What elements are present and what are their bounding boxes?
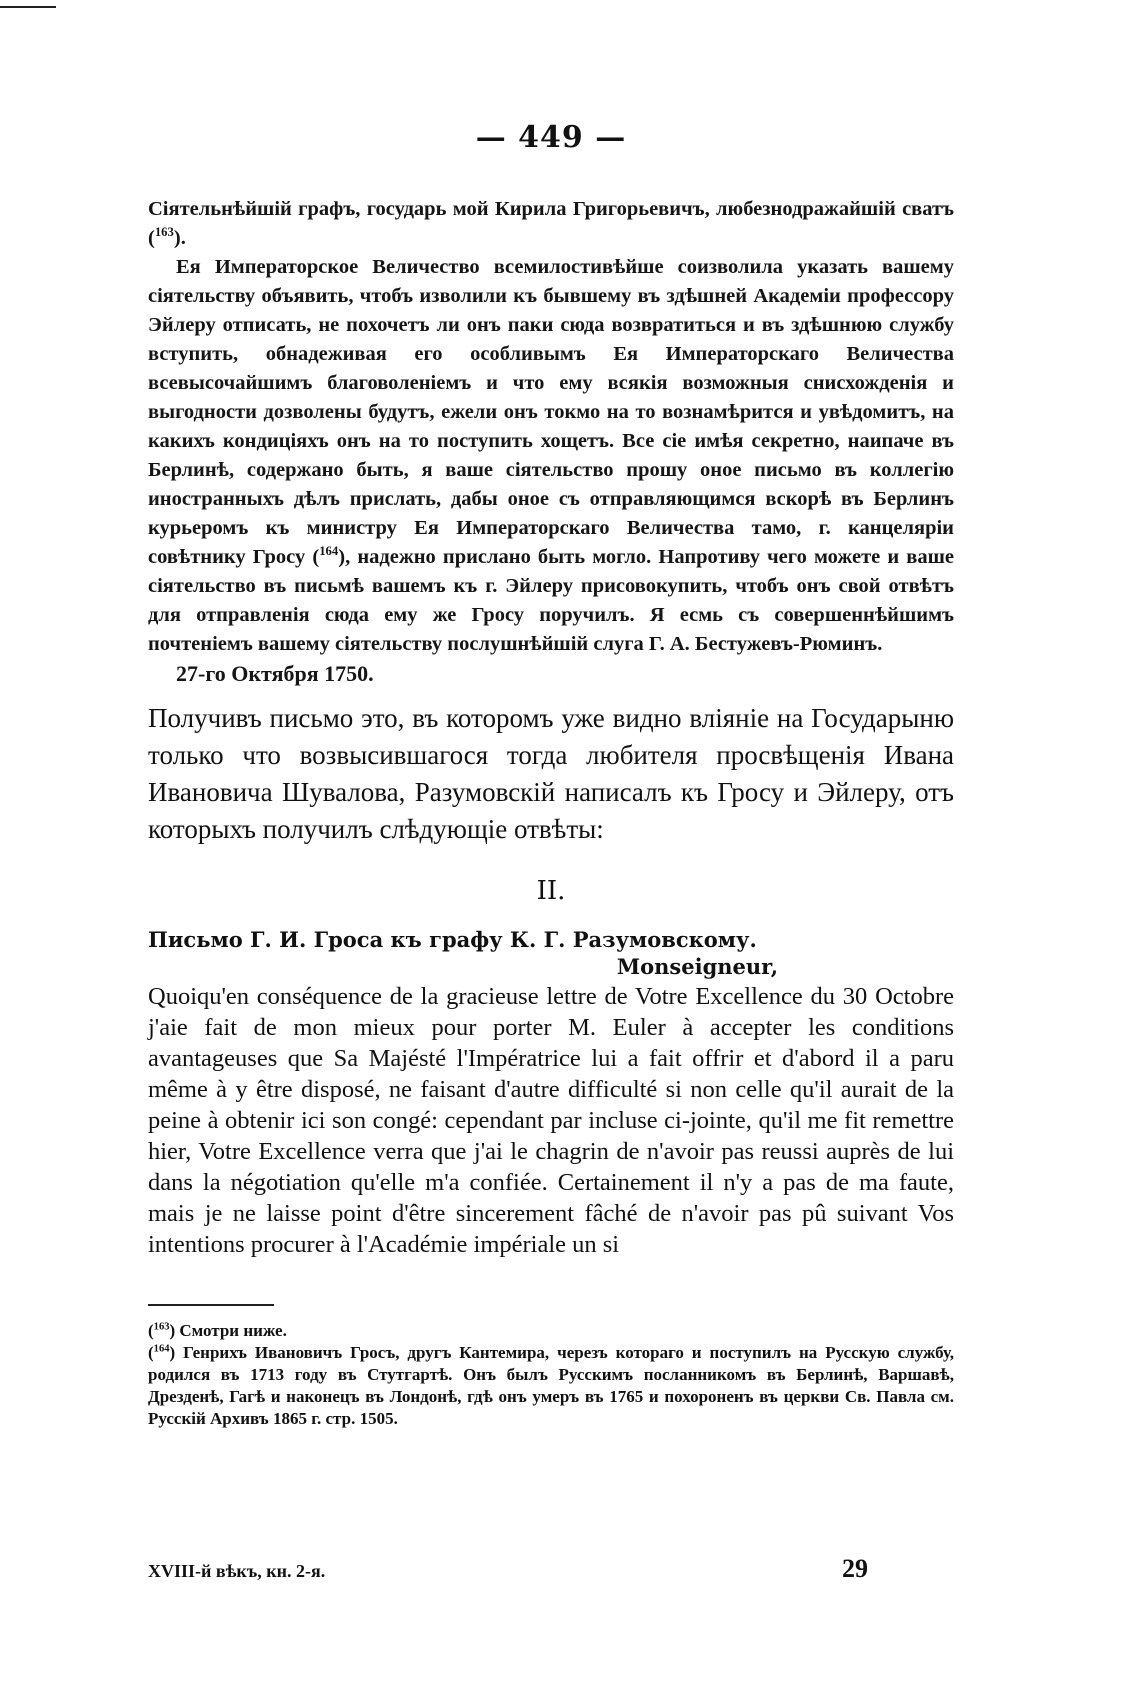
letter-date: 27-го Октября 1750.	[176, 661, 374, 686]
page-content	[148, 120, 954, 1430]
section-number: II.	[536, 876, 566, 906]
french-letter-text: Quoiqu'en conséquence de la gracieuse lettre de Votre Excellence du 30 Octobre j'aie fait de mon mieux pour porter M. Euler à accepter les conditions avantageuses que Sa Majésté l'Impératrice lui a fait offrir et d'abord il a paru même à y être disposé, ne faisant d'autre difficulté si non celle qu'il aurait de la peine à obtenir ici son congé: cependant par incluse ci-jointe, qu'il me fit remettre hier, Votre Excellence verra que j'ai le chagrin de n'avoir pas reussi auprès de lui dans la négotiation qu'elle m'a confiée. Certainement il n'y a pas de ma faute, mais je ne laisse point d'être sincerement fâché de n'avoir pas pû suivant Vos intentions procurer à l'Académie impériale un si	[148, 983, 954, 1258]
footnotes	[148, 1320, 954, 1430]
top-edge-rule	[0, 6, 56, 8]
footnote-164: ($^{164}$) Генрихъ Ивановичъ Гросъ, другъ Кантемира, черезъ котораго и поступилъ на Русскую службу, родился въ 1713 году въ Стутгартѣ. Онъ былъ Русскимъ посланникомъ въ Берлинѣ, Варшавѣ, Дрезденѣ, Гагѣ и наконецъ въ Лондонѣ, гдѣ онъ умеръ въ 1765 и похороненъ въ церкви Св. Павла см. Русскій Архивъ 1865 г. стр. 1505.	[148, 1343, 954, 1428]
letter-body-part1: Ея Императорское Величество всемилостивѣйше соизволила указать вашему сіятельству объявить, чтобъ изволили къ бывшему въ здѣшней Академіи профессору Эйлеру отписать, не похочетъ ли онъ паки сюда возвратиться и въ здѣшнюю службу вступить, обнадеживая его особливымъ Ея Императорскаго Величества всевысочайшимъ благоволеніемъ и что ему всякія возможныя снисхожденія и выгодности дозволены будутъ, ежели онъ токмо на то вознамѣрится и увѣдомитъ, на какихъ кондиціяхъ онъ на то поступить хощетъ. Все сіе имѣя секретно, наипаче въ Берлинѣ, содержано быть, я ваше сіятельство прошу оное письмо въ коллегію иностранныхъ дѣлъ прислать, дабы оное съ отправляющимся вскорѣ въ Берлинъ курьеромъ къ министру Ея Императорскаго Величества тамо, г. канцеляріи совѣтнику Гросу	[148, 256, 954, 568]
footnote-163: ($^{163}$) Смотри ниже.	[148, 1321, 287, 1340]
narrative-paragraph: Получивъ письмо это, въ которомъ уже видно вліяніе на Государыню только что возвысившагося тогда любителя просвѣщенія Ивана Ивановича Шувалова, Разумовскій написалъ къ Гросу и Эйлеру, отъ которыхъ получилъ слѣдующіе отвѣты:	[148, 703, 954, 844]
letter-block	[148, 195, 954, 688]
letter-body: Ея Императорское Величество всемилостивѣйше соизволила указать вашему сіятельству объявить, чтобъ изволили къ бывшему въ здѣшней Академіи профессору Эйлеру отписать, не похочетъ ли онъ паки сюда возвратиться и въ здѣшнюю службу вступить, обнадеживая его особливымъ Ея Императорскаго Величества всевысочайшимъ благоволеніемъ и что ему всякія возможныя снисхожденія и выгодности дозволены будутъ, ежели онъ токмо на то вознамѣрится и увѣдомитъ, на какихъ кондиціяхъ онъ на то поступить хощетъ. Все сіе имѣя секретно, наипаче въ Берлинѣ, содержано быть, я ваше сіятельство прошу оное письмо въ коллегію иностранныхъ дѣлъ прислать, дабы оное съ отправляющимся вскорѣ въ Берлинъ курьеромъ къ министру Ея Императорскаго Величества тамо, г. канцеляріи совѣтнику Гросу ($^{164}$), надежно прислано быть могло. Напротиву чего можете и ваше сіятельство въ письмѣ вашемъ къ г. Эйлеру присовокупить, чтобъ онъ свой отвѣтъ для отправленія сюда ему же Гросу поручилъ. Я есмь съ совершеннѣйшимъ почтеніемъ вашему сіятельству послушнѣйшій слуга Г. А. Бестужевъ-Рюминъ.	[148, 256, 954, 655]
section-heading: Письмо Г. И. Гроса къ графу К. Г. Разумовскому.	[148, 927, 757, 952]
footnote-text: Генрихъ Ивановичъ Гросъ, другъ Кантемира, черезъ котораго и поступилъ на Русскую службу, родился въ 1713 году въ Стутгартѣ. Онъ былъ Русскимъ посланникомъ въ Берлинѣ, Варшавѣ, Дрезденѣ, Гагѣ и наконецъ въ Лондонѣ, гдѣ онъ умеръ въ 1765 и похороненъ въ церкви Св. Павла см. Русскій Архивъ 1865 г. стр. 1505.	[148, 1343, 954, 1428]
footnote-ref-164: 164	[319, 544, 339, 559]
signature-mark: XVIII-й вѣкъ, кн. 2-я.	[148, 1561, 326, 1581]
footnote-mark: 163	[153, 1321, 170, 1333]
footnote-text: Смотри ниже.	[179, 1321, 287, 1340]
letter-body-part2: , надежно прислано быть могло. Напротиву чего можете и ваше сіятельство въ письмѣ вашемъ къ г. Эйлеру присовокупить, чтобъ онъ свой отвѣтъ для отправленія сюда ему же Гросу поручилъ. Я есмь съ совершеннѣйшимъ почтеніемъ вашему сіятельству послушнѣйшій слуга Г. А. Бестужевъ-Рюминъ.	[148, 546, 954, 655]
letter-opening-text: Сіятельнѣйшій графъ, государь мой Кирила Григорьевичъ, любезнодражайшій сватъ	[148, 198, 954, 220]
salutation: Monseigneur,	[616, 954, 778, 979]
running-head: — 449 —	[475, 120, 627, 155]
footnote-mark: 164	[153, 1343, 170, 1355]
footnote-rule	[148, 1304, 274, 1306]
leaf-number: 29	[842, 1554, 868, 1583]
page-footer	[148, 1554, 868, 1584]
footnote-ref-163: 163	[154, 225, 174, 240]
letter-opening: Сіятельнѣйшій графъ, государь мой Кирила Григорьевичъ, любезнодражайшій сватъ ($^{163}$).	[148, 198, 954, 249]
